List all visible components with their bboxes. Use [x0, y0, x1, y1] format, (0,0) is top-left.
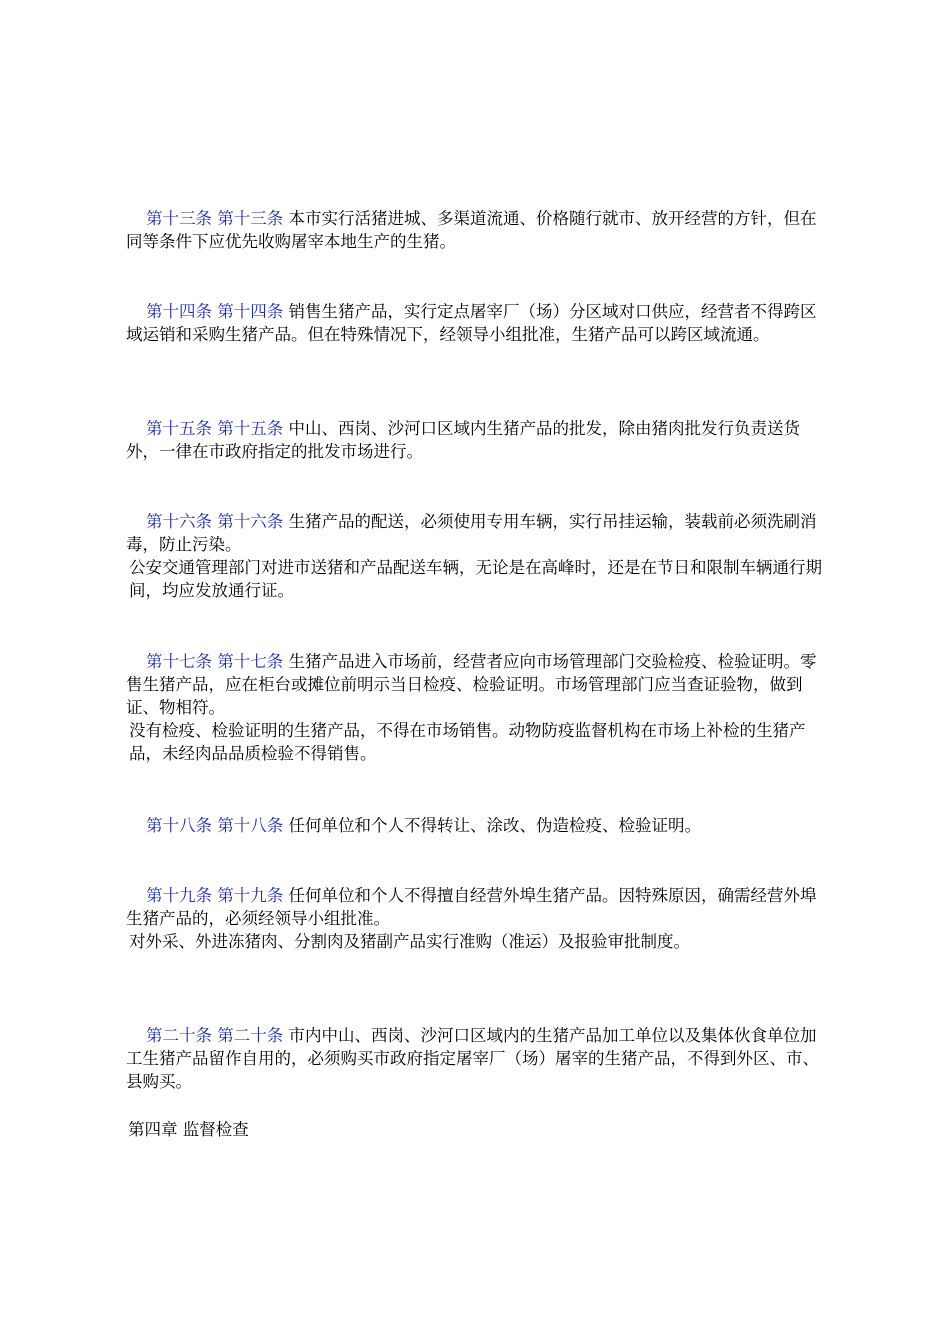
article-continuation: 公安交通管理部门对进市送猪和产品配送车辆，无论是在高峰时，还是在节日和限制车辆通行期间，均应发放通行证。: [129, 558, 822, 600]
article-18: [126, 814, 832, 837]
article-13: [126, 207, 832, 253]
article-text: 销售生猪产品，实行定点屠宰厂（场）分区域对口供应，经营者不得跨区域运销和采购生猪产品。但在特殊情况下，经领导小组批准，生猪产品可以跨区域流通。: [126, 302, 817, 344]
article-number: 第十九条: [146, 886, 212, 905]
article-text: 市内中山、西岗、沙河口区域内的生猪产品加工单位以及集体伙食单位加工生猪产品留作自用的，必须购买市政府指定屠宰厂（场）屠宰的生猪产品，不得到外区、市、县购买。: [126, 1026, 819, 1091]
article-paragraph: [126, 814, 832, 837]
article-number: 第十三条: [146, 209, 212, 228]
article-continuation: 没有检疫、检验证明的生猪产品，不得在市场销售。动物防疫监督机构在市场上补检的生猪产品，未经肉品品质检验不得销售。: [129, 721, 806, 763]
article-number-repeat: 第十九条: [217, 886, 284, 905]
article-text: 生猪产品进入市场前，经营者应向市场管理部门交验检疫、检验证明。零售生猪产品，应在柜台或摊位前明示当日检疫、检验证明。市场管理部门应当查证验物，做到证、物相符。: [126, 652, 817, 717]
article-paragraph: [126, 510, 832, 556]
article-17: [126, 650, 832, 765]
article-number: 第二十条: [146, 1026, 212, 1045]
article-number-repeat: 第十五条: [217, 419, 284, 438]
article-14: [126, 300, 832, 346]
article-paragraph: [126, 1024, 832, 1093]
article-text: 中山、西岗、沙河口区域内生猪产品的批发，除由猪肉批发行负责送货外，一律在市政府指定的批发市场进行。: [126, 419, 800, 461]
article-16: [126, 510, 832, 602]
article-text: 本市实行活猪进城、多渠道流通、价格随行就市、放开经营的方针，但在同等条件下应优先收购屠宰本地生产的生猪。: [126, 209, 817, 251]
article-number-repeat: 第十四条: [217, 302, 284, 321]
article-15: [126, 417, 832, 463]
article-text: 生猪产品的配送，必须使用专用车辆，实行吊挂运输，装载前必须洗刷消毒，防止污染。: [126, 512, 817, 554]
article-paragraph: [126, 300, 832, 346]
article-number-repeat: 第十八条: [217, 816, 284, 835]
article-number: 第十七条: [146, 652, 212, 671]
article-paragraph: [126, 650, 832, 719]
article-number: 第十六条: [146, 512, 212, 531]
article-number-repeat: 第十七条: [217, 652, 284, 671]
article-paragraph: [126, 884, 832, 930]
article-number: 第十四条: [146, 302, 212, 321]
article-number-repeat: 第十三条: [217, 209, 284, 228]
article-text: 任何单位和个人不得转让、涂改、伪造检疫、检验证明。: [288, 816, 701, 835]
article-continuation: 对外采、外进冻猪肉、分割肉及猪副产品实行准购（准运）及报验审批制度。: [129, 932, 690, 951]
chapter-heading: 第四章 监督检查: [128, 1120, 249, 1139]
article-19: [126, 884, 832, 953]
article-number-repeat: 第二十条: [217, 1026, 284, 1045]
article-number-repeat: 第十六条: [217, 512, 284, 531]
article-text: 任何单位和个人不得擅自经营外埠生猪产品。因特殊原因，确需经营外埠生猪产品的，必须经领导小组批准。: [126, 886, 817, 928]
article-number: 第十五条: [146, 419, 212, 438]
article-number: 第十八条: [146, 816, 212, 835]
article-paragraph: [126, 417, 832, 463]
article-20: [126, 1024, 832, 1093]
article-paragraph: [126, 207, 832, 253]
